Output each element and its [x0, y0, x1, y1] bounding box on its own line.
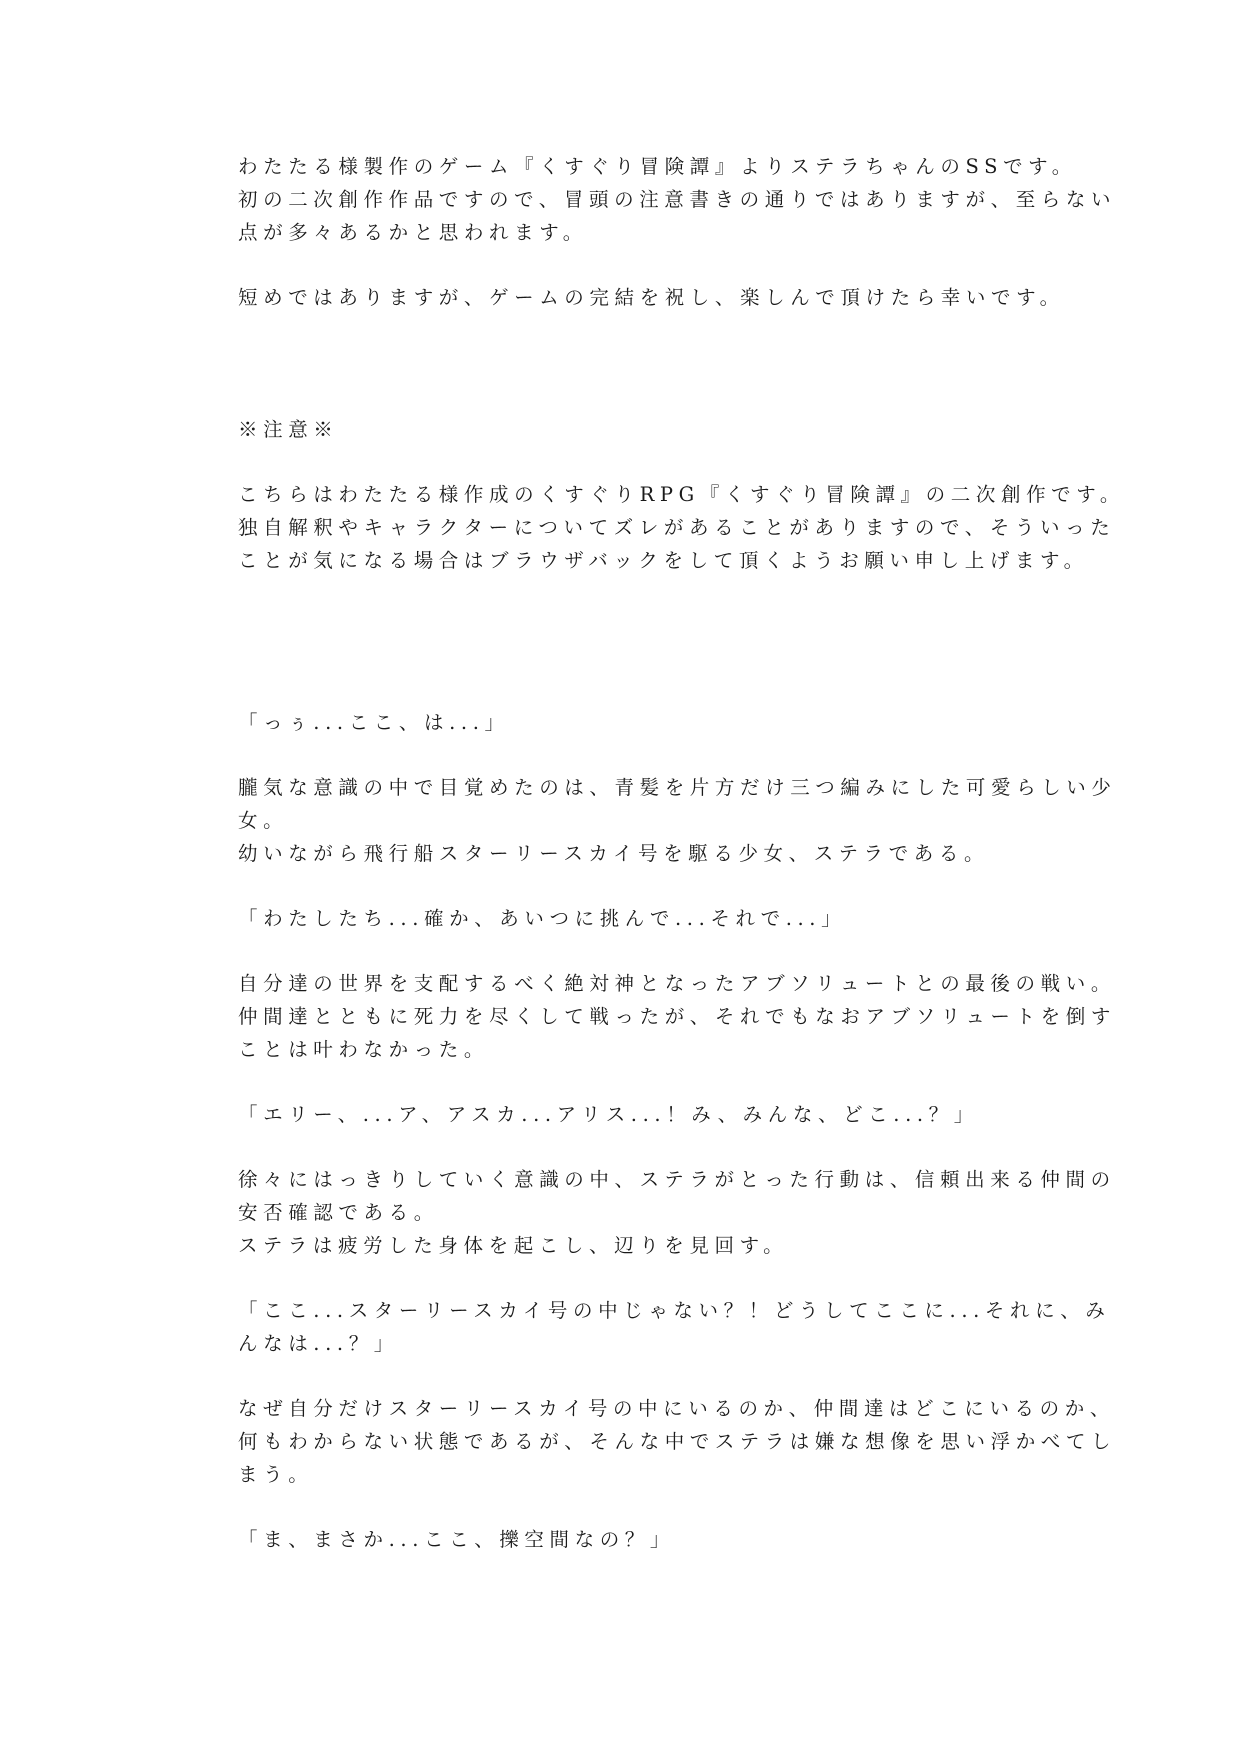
story-line: 「ま、まさか...ここ、擽空間なの？」: [238, 1528, 675, 1551]
story-paragraph-8: [238, 1392, 1117, 1491]
intro-line: わたたる様製作のゲーム『くすぐり冒険譚』よりステラちゃんのSSです。: [238, 155, 1077, 178]
story-paragraph-9: [238, 1523, 1018, 1556]
intro-paragraph: [238, 150, 1117, 249]
story-line: ステラは疲労した身体を起こし、辺りを見回す。: [238, 1234, 789, 1257]
story-paragraph-2: [238, 771, 1117, 870]
story-line: 「エリー、...ア、アスカ...アリス...！み、みんな、どこ...？」: [238, 1103, 979, 1126]
story-line: 「っぅ...ここ、は...」: [238, 711, 510, 734]
story-paragraph-4: [238, 967, 1116, 1066]
story-paragraph-7: [238, 1294, 1111, 1360]
story-line: 自分達の世界を支配するべく絶対神となったアブソリュートとの最後の戦い。: [238, 972, 1116, 995]
intro-line: 初の二次創作作品ですので、冒頭の注意書きの通りではありますが、至らない: [238, 188, 1117, 211]
story-line: 朧気な意識の中で目覚めたのは、青髪を片方だけ三つ編みにした可愛らしい少: [238, 776, 1117, 799]
notice-line: 独自解釈やキャラクターについてズレがあることがありますので、そういった: [238, 516, 1116, 539]
story-paragraph-3: [238, 902, 1018, 935]
notice-heading-text: ※注意※: [238, 418, 339, 441]
story-line: 安否確認である。: [238, 1201, 439, 1224]
story-line: まう。: [238, 1463, 314, 1486]
story-paragraph-1: [238, 706, 1018, 739]
intro-closing-line: 短めではありますが、ゲームの完結を祝し、楽しんで頂けたら幸いです。: [238, 286, 1065, 309]
story-line: 仲間達とともに死力を尽くして戦ったが、それでもなおアブソリュートを倒す: [238, 1005, 1116, 1028]
story-line: 幼いながら飛行船スターリースカイ号を駆る少女、ステラである。: [238, 842, 990, 865]
story-line: 何もわからない状態であるが、そんな中でステラは嫌な想像を思い浮かべてし: [238, 1430, 1117, 1453]
story-line: 女。: [238, 809, 289, 832]
intro-line: 点が多々あるかと思われます。: [238, 221, 588, 244]
story-line: ことは叶わなかった。: [238, 1038, 490, 1061]
story-line: なぜ自分だけスターリースカイ号の中にいるのか、仲間達はどこにいるのか、: [238, 1397, 1115, 1420]
story-paragraph-6: [238, 1163, 1116, 1262]
story-paragraph-5: [238, 1098, 1018, 1131]
notice-line: ことが気になる場合はブラウザバックをして頂くようお願い申し上げます。: [238, 549, 1089, 572]
story-line: 徐々にはっきりしていく意識の中、ステラがとった行動は、信頼出来る仲間の: [238, 1168, 1116, 1191]
notice-heading: [238, 413, 1018, 446]
intro-closing: [238, 281, 1065, 314]
story-line: 「ここ...スターリースカイ号の中じゃない？！どうしてここに...それに、み: [238, 1299, 1111, 1322]
story-line: 「わたしたち...確か、あいつに挑んで...それで...」: [238, 907, 847, 930]
notice-paragraph: [238, 478, 1125, 577]
notice-line: こちらはわたたる様作成のくすぐりRPG『くすぐり冒険譚』の二次創作です。: [238, 483, 1125, 506]
story-line: んなは...？」: [238, 1332, 399, 1355]
